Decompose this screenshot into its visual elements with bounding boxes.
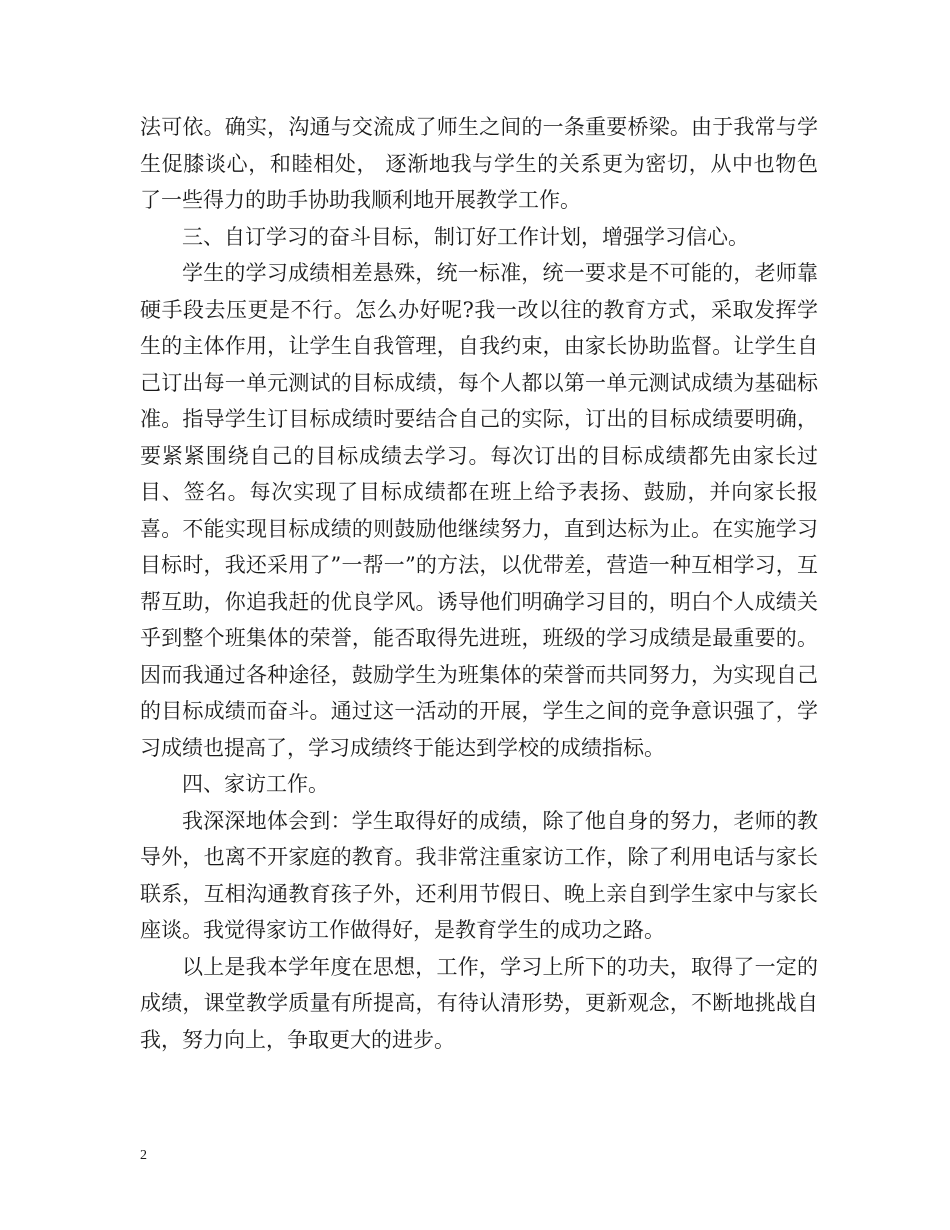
paragraph-continuation: 法可依。确实，沟通与交流成了师生之间的一条重要桥梁。由于我常与学生促膝谈心，和睦相处， 逐渐地我与学生的关系更为密切，从中也物色了一些得力的助手协助我顺利地开展教学工作。 <box>140 115 818 212</box>
section-heading-three: 三、自订学习的奋斗目标，制订好工作计划，增强学习信心。 <box>182 224 749 249</box>
paragraph-home-visits: 我深深地体会到：学生取得好的成绩，除了他自身的努力，老师的教导外，也离不开家庭的教育。我非常注重家访工作，除了利用电话与家长联系，互相沟通教育孩子外，还利用节假日、晚上亲自到学生家中与家长座谈。我觉得家访工作做得好，是教育学生的成功之路。 <box>140 808 818 942</box>
document-body <box>140 109 818 1058</box>
paragraph-learning-goals: 学生的学习成绩相差悬殊，统一标准，统一要求是不可能的，老师靠硬手段去压更是不行。怎么办好呢?我一改以往的教育方式，采取发挥学生的主体作用，让学生自我管理，自我约束，由家长协助监督。让学生自己订出每一单元测试的目标成绩，每个人都以第一单元测试成绩为基础标准。指导学生订目标成绩时要结合自己的实际，订出的目标成绩要明确，要紧紧围绕自己的目标成绩去学习。每次订出的目标成绩都先由家长过目、签名。每次实现了目标成绩都在班上给予表扬、鼓励，并向家长报喜。不能实现目标成绩的则鼓励他继续努力，直到达标为止。在实施学习目标时，我还采用了”一帮一”的方法，以优带差，营造一种互相学习，互帮互助，你追我赶的优良学风。诱导他们明确学习目的，明白个人成绩关乎到整个班集体的荣誉，能否取得先进班，班级的学习成绩是最重要的。因而我通过各种途径，鼓励学生为班集体的荣誉而共同努力，为实现自己的目标成绩而奋斗。通过这一活动的开展，学生之间的竞争意识强了，学习成绩也提高了，学习成绩终于能达到学校的成绩指标。 <box>140 261 818 760</box>
page-number: 2 <box>140 1148 147 1163</box>
section-heading-four: 四、家访工作。 <box>182 772 329 796</box>
paragraph-conclusion: 以上是我本学年度在思想，工作，学习上所下的功夫，取得了一定的成绩，课堂教学质量有所提高，有待认清形势，更新观念，不断地挑战自我，努力向上，争取更大的进步。 <box>140 954 818 1052</box>
